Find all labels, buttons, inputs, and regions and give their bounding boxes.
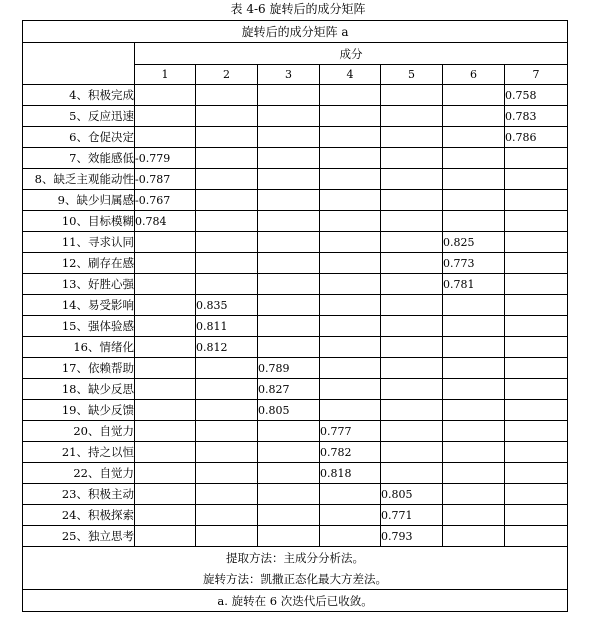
loading-cell [135, 379, 196, 400]
item-label: 6、仓促决定 [23, 127, 135, 148]
loading-cell [196, 463, 258, 484]
loading-cell [196, 526, 258, 547]
loading-cell [258, 274, 320, 295]
component-number-4: 4 [320, 65, 381, 85]
loading-cell [381, 148, 443, 169]
loading-cell: 0.793 [381, 526, 443, 547]
loading-cell [135, 295, 196, 316]
loading-cell: 0.777 [320, 421, 381, 442]
loading-cell [505, 505, 568, 526]
item-label: 7、效能感低 [23, 148, 135, 169]
component-number-6: 6 [443, 65, 505, 85]
loading-cell [258, 106, 320, 127]
loading-cell [320, 358, 381, 379]
table-caption: 表 4-6 旋转后的成分矩阵 [230, 2, 366, 16]
loading-cell [505, 526, 568, 547]
loading-cell [258, 253, 320, 274]
loading-cell [381, 442, 443, 463]
loading-cell [196, 505, 258, 526]
extraction-method-note: 提取方法：主成分分析法。 [23, 547, 568, 569]
loading-cell: 0.805 [258, 400, 320, 421]
loading-cell [443, 190, 505, 211]
table-row [23, 274, 568, 295]
loading-cell [135, 526, 196, 547]
loading-cell [135, 358, 196, 379]
loading-cell [258, 442, 320, 463]
item-label: 16、情绪化 [23, 337, 135, 358]
loading-cell [320, 274, 381, 295]
loading-cell [443, 400, 505, 421]
loading-cell [258, 295, 320, 316]
loading-cell: 0.784 [135, 211, 196, 232]
loading-cell [135, 232, 196, 253]
loading-cell [196, 484, 258, 505]
loading-cell: 0.786 [505, 127, 568, 148]
loading-cell: 0.789 [258, 358, 320, 379]
component-number-2: 2 [196, 65, 258, 85]
loading-cell [505, 463, 568, 484]
loading-cell [135, 463, 196, 484]
loading-cell [505, 274, 568, 295]
loading-cell [443, 442, 505, 463]
loading-cell: 0.783 [505, 106, 568, 127]
loading-cell [443, 169, 505, 190]
loading-cell [443, 421, 505, 442]
table-row [23, 232, 568, 253]
loading-cell [381, 337, 443, 358]
loading-cell [196, 127, 258, 148]
loading-cell [196, 421, 258, 442]
table-row [23, 463, 568, 484]
loading-cell [443, 106, 505, 127]
loading-cell [135, 253, 196, 274]
table-row [23, 484, 568, 505]
loading-cell [381, 316, 443, 337]
loading-cell [505, 358, 568, 379]
loading-cell [196, 442, 258, 463]
loading-cell [443, 484, 505, 505]
loading-cell [505, 400, 568, 421]
loading-cell [196, 274, 258, 295]
loading-cell [505, 484, 568, 505]
loading-cell [258, 85, 320, 106]
item-label: 17、依赖帮助 [23, 358, 135, 379]
loading-cell [505, 379, 568, 400]
loading-cell [258, 337, 320, 358]
loading-cell [320, 526, 381, 547]
table-row [23, 337, 568, 358]
item-label: 4、积极完成 [23, 85, 135, 106]
loading-cell [196, 400, 258, 421]
loading-cell: 0.811 [196, 316, 258, 337]
loading-cell [320, 211, 381, 232]
loading-cell [381, 379, 443, 400]
loading-cell [196, 358, 258, 379]
loading-cell: 0.825 [443, 232, 505, 253]
loading-cell [381, 463, 443, 484]
table-row [23, 169, 568, 190]
loading-cell [381, 358, 443, 379]
loading-cell [258, 148, 320, 169]
loading-cell [443, 148, 505, 169]
loading-cell [320, 169, 381, 190]
loading-cell [320, 148, 381, 169]
loading-cell: -0.779 [135, 148, 196, 169]
table-row [23, 190, 568, 211]
loading-cell [381, 169, 443, 190]
loading-cell [258, 190, 320, 211]
loading-cell [505, 442, 568, 463]
loading-cell [135, 85, 196, 106]
loading-cell [258, 316, 320, 337]
loading-cell [443, 463, 505, 484]
loading-cell: 0.827 [258, 379, 320, 400]
loading-cell [135, 337, 196, 358]
loading-cell [320, 337, 381, 358]
table-row [23, 505, 568, 526]
loading-cell [320, 484, 381, 505]
loading-cell [381, 211, 443, 232]
loading-cell [258, 421, 320, 442]
table-row [23, 127, 568, 148]
loading-cell [320, 400, 381, 421]
convergence-note: a. 旋转在 6 次迭代后已收敛。 [23, 590, 568, 612]
item-label: 5、反应迅速 [23, 106, 135, 127]
loading-cell: 0.835 [196, 295, 258, 316]
loading-cell [320, 85, 381, 106]
component-number-1: 1 [135, 65, 196, 85]
loading-cell: 0.781 [443, 274, 505, 295]
table-row [23, 526, 568, 547]
table-row [23, 442, 568, 463]
loading-cell [443, 127, 505, 148]
loading-cell [135, 421, 196, 442]
item-label: 13、好胜心强 [23, 274, 135, 295]
loading-cell [258, 484, 320, 505]
loading-cell: 0.782 [320, 442, 381, 463]
loading-cell: 0.771 [381, 505, 443, 526]
item-label: 20、自觉力 [23, 421, 135, 442]
component-header: 成分 [135, 43, 568, 65]
loading-cell [196, 232, 258, 253]
loading-cell [381, 127, 443, 148]
table-row [23, 106, 568, 127]
loading-cell [505, 316, 568, 337]
loading-cell [135, 400, 196, 421]
item-label: 19、缺少反馈 [23, 400, 135, 421]
table-row [23, 400, 568, 421]
item-label: 15、强体验感 [23, 316, 135, 337]
loading-cell [381, 400, 443, 421]
loading-cell [381, 232, 443, 253]
loading-cell [381, 253, 443, 274]
table-row [23, 148, 568, 169]
loading-cell [505, 421, 568, 442]
loading-cell [196, 211, 258, 232]
loading-cell [443, 505, 505, 526]
item-label: 18、缺少反思 [23, 379, 135, 400]
loading-cell [196, 106, 258, 127]
loading-cell [505, 169, 568, 190]
loading-cell [320, 232, 381, 253]
loading-cell [135, 316, 196, 337]
loading-cell [196, 190, 258, 211]
loading-cell [320, 190, 381, 211]
loading-cell [320, 295, 381, 316]
item-label: 12、刷存在感 [23, 253, 135, 274]
item-label: 10、目标模糊 [23, 211, 135, 232]
table-row [23, 295, 568, 316]
loading-cell [443, 211, 505, 232]
loading-cell: 0.773 [443, 253, 505, 274]
component-number-5: 5 [381, 65, 443, 85]
loading-cell [443, 526, 505, 547]
loading-cell [505, 295, 568, 316]
loading-cell [381, 85, 443, 106]
loading-cell: 0.805 [381, 484, 443, 505]
loading-cell [505, 148, 568, 169]
loading-cell: -0.787 [135, 169, 196, 190]
loading-cell [258, 526, 320, 547]
loading-cell [381, 190, 443, 211]
loading-cell [258, 211, 320, 232]
loading-cell [320, 127, 381, 148]
item-label: 23、积极主动 [23, 484, 135, 505]
item-label: 8、缺乏主观能动性 [23, 169, 135, 190]
rotation-method-note: 旋转方法：凯撒正态化最大方差法。 [23, 568, 568, 590]
loading-cell [135, 127, 196, 148]
loading-cell [381, 295, 443, 316]
item-label: 21、持之以恒 [23, 442, 135, 463]
loading-cell [505, 190, 568, 211]
loading-cell: 0.758 [505, 85, 568, 106]
loading-cell [196, 148, 258, 169]
table-row [23, 316, 568, 337]
loading-cell [505, 253, 568, 274]
loading-cell [196, 169, 258, 190]
loading-cell: 0.812 [196, 337, 258, 358]
loading-cell [135, 106, 196, 127]
table-row [23, 211, 568, 232]
loading-cell [320, 253, 381, 274]
row-header-blank [23, 43, 135, 85]
loading-cell [443, 316, 505, 337]
loading-cell [505, 337, 568, 358]
loading-cell [320, 379, 381, 400]
item-label: 24、积极探索 [23, 505, 135, 526]
loading-cell [258, 463, 320, 484]
loading-cell: -0.767 [135, 190, 196, 211]
loading-cell [443, 358, 505, 379]
loading-cell [258, 169, 320, 190]
loading-cell: 0.818 [320, 463, 381, 484]
loading-cell [320, 505, 381, 526]
table-row [23, 358, 568, 379]
item-label: 22、自觉力 [23, 463, 135, 484]
loading-cell [320, 316, 381, 337]
loading-cell [258, 127, 320, 148]
loading-cell [320, 106, 381, 127]
loading-cell [443, 295, 505, 316]
loading-cell [258, 505, 320, 526]
table-title: 旋转后的成分矩阵 a [23, 21, 568, 43]
loading-cell [258, 232, 320, 253]
loading-cell [196, 85, 258, 106]
rotated-component-matrix-table [22, 20, 568, 612]
component-number-7: 7 [505, 65, 568, 85]
loading-cell [505, 211, 568, 232]
item-label: 14、易受影响 [23, 295, 135, 316]
loading-cell [196, 253, 258, 274]
item-label: 25、独立思考 [23, 526, 135, 547]
loading-cell [505, 232, 568, 253]
loading-cell [135, 442, 196, 463]
table-row [23, 85, 568, 106]
table-row [23, 379, 568, 400]
loading-cell [443, 379, 505, 400]
table-row [23, 421, 568, 442]
loading-cell [443, 337, 505, 358]
table-row [23, 253, 568, 274]
item-label: 9、缺少归属感 [23, 190, 135, 211]
component-number-3: 3 [258, 65, 320, 85]
loading-cell [196, 379, 258, 400]
loading-cell [135, 274, 196, 295]
loading-cell [135, 484, 196, 505]
loading-cell [443, 85, 505, 106]
item-label: 11、寻求认同 [23, 232, 135, 253]
loading-cell [135, 505, 196, 526]
loading-cell [381, 106, 443, 127]
loading-cell [381, 274, 443, 295]
loading-cell [381, 421, 443, 442]
